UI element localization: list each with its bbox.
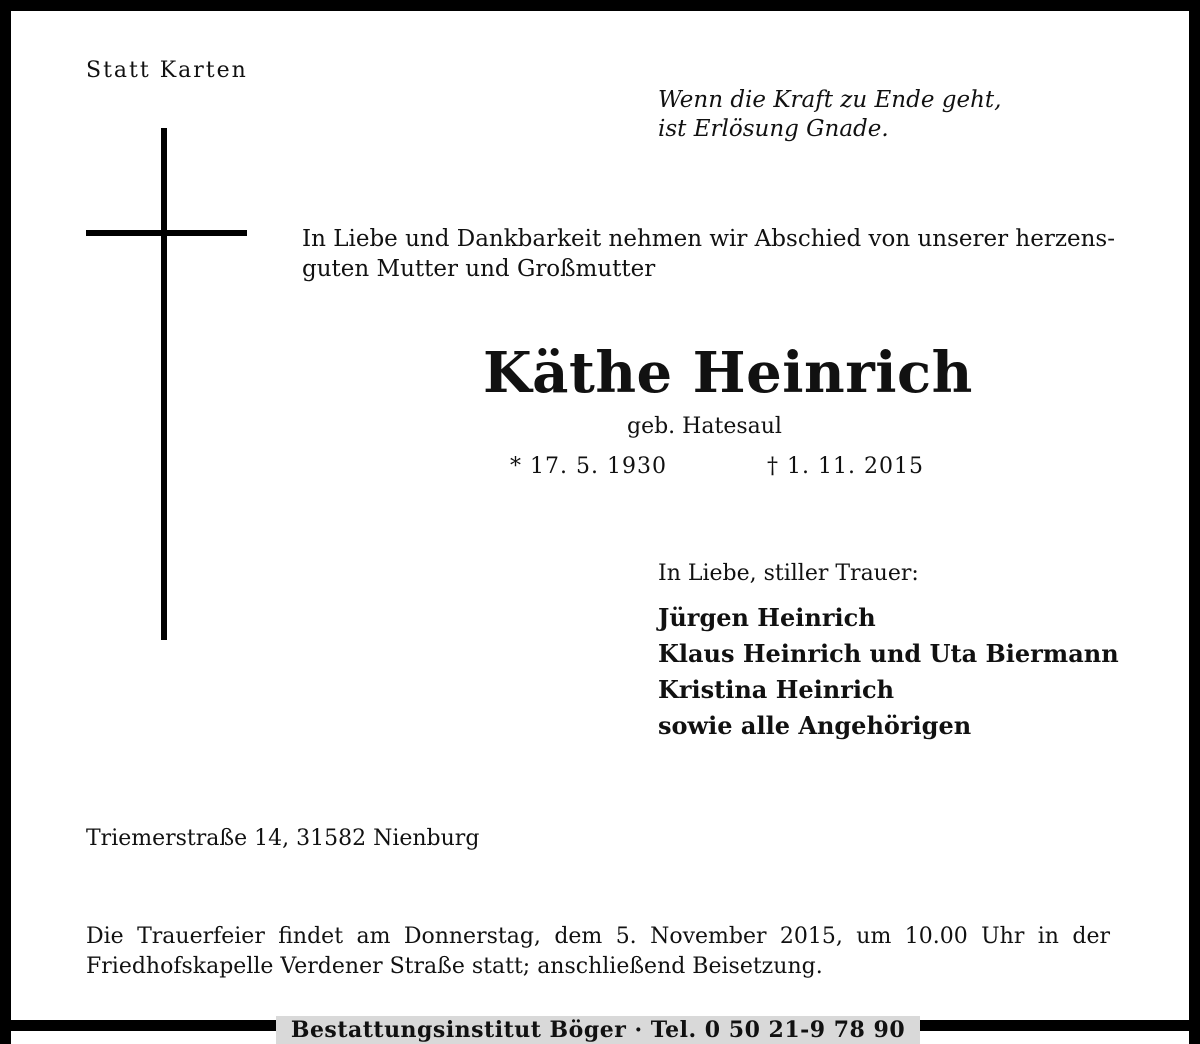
birth-date: * 17. 5. 1930 <box>510 454 667 479</box>
death-date: † 1. 11. 2015 <box>767 454 924 479</box>
cross-icon <box>161 128 167 640</box>
header-note: Statt Karten <box>86 58 248 83</box>
mourners-list <box>658 600 1119 744</box>
verse <box>658 86 1001 144</box>
address: Triemerstraße 14, 31582 Nienburg <box>86 826 480 851</box>
service-info: Die Trauerfeier findet am Donnerstag, dem 5. November 2015, um 10.00 Uhr in der Friedhofskapelle Verdener Straße statt; anschließend Beisetzung. <box>86 924 1110 979</box>
maiden-name: geb. Hatesaul <box>627 414 782 439</box>
mourner-item: Kristina Heinrich <box>658 675 895 704</box>
intro-text <box>302 224 1115 284</box>
verse-line: ist Erlösung Gnade. <box>658 116 889 142</box>
mourner-item: sowie alle Angehörigen <box>658 711 972 740</box>
cross-icon-bar <box>86 230 247 236</box>
funeral-home-footer: Bestattungsinstitut Böger · Tel. 0 50 21-9 78 90 <box>276 1016 920 1044</box>
mourner-item: Klaus Heinrich und Uta Biermann <box>658 639 1119 668</box>
mourning-label: In Liebe, stiller Trauer: <box>658 561 919 586</box>
mourner-item: Jürgen Heinrich <box>658 603 876 632</box>
intro-line: guten Mutter und Großmutter <box>302 256 656 282</box>
deceased-name: Käthe Heinrich <box>483 340 973 406</box>
verse-line: Wenn die Kraft zu Ende geht, <box>658 87 1002 113</box>
intro-line: In Liebe und Dankbarkeit nehmen wir Abschied von unserer herzens- <box>302 226 1115 252</box>
